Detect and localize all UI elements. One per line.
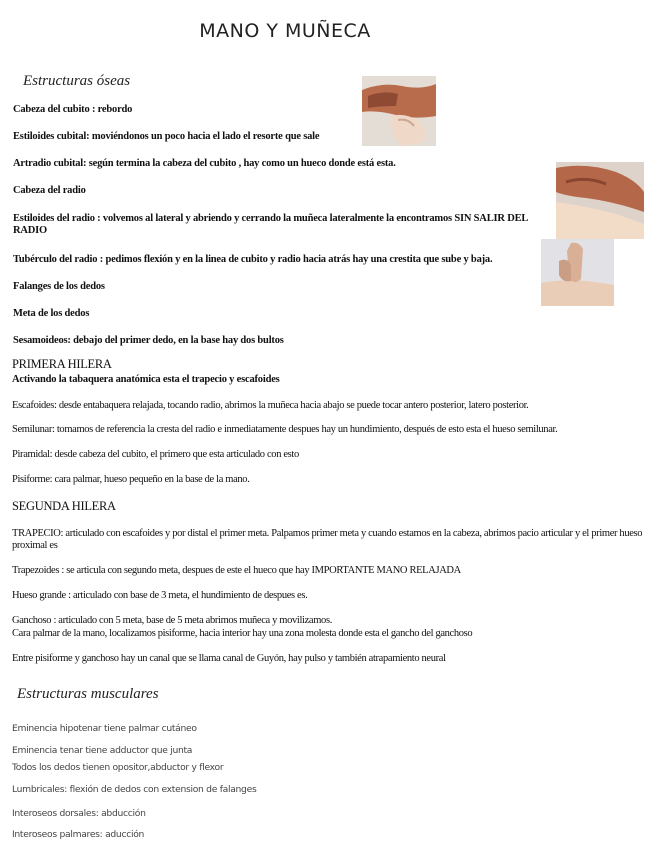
bony-item: Cabeza del cubito : rebordo (13, 104, 133, 115)
segunda-hilera-line: Trapezoides : se articula con segundo meta, despues de este el hueco que hay IMPORTANTE MANO RELAJADA (12, 565, 461, 576)
bony-item: Estiloides del radio : volvemos al lateral y abriendo y cerrando la muñeca lateralmente la encontramos SIN SALIR DEL RADIO (13, 213, 528, 236)
primera-hilera-heading: PRIMERA HILERA (12, 357, 112, 371)
segunda-hilera-line: Entre pisiforme y ganchoso hay un canal que se llama canal de Guyón, hay pulso y también atrapamiento neural (12, 653, 446, 664)
segunda-hilera-heading: SEGUNDA HILERA (12, 499, 116, 513)
muscular-item: Eminencia tenar tiene adductor que junta (12, 745, 193, 756)
segunda-hilera-line: TRAPECIO: articulado con escafoides y por distal el primer meta. Palpamos primer meta y cuando estamos en la cabeza, abrimos pacio articular y el primer hueso proximal es (12, 528, 643, 551)
bony-item: Meta de los dedos (13, 308, 90, 319)
muscular-item: Todos los dedos tienen opositor,abductor y flexor (12, 762, 224, 773)
wrist-photo-2 (556, 162, 644, 239)
wrist-photo-3 (541, 239, 614, 306)
segunda-hilera-line: Hueso grande : articulado con base de 3 meta, el hundimiento de despues es. (12, 590, 308, 601)
bony-item: Tubérculo del radio : pedimos flexión y en la linea de cubito y radio hacia atrás hay una crestita que sube y baja. (13, 254, 493, 265)
muscular-item: Interoseos dorsales: abducción (12, 808, 146, 819)
bony-item: Cabeza del radio (13, 185, 86, 196)
bony-item: Estiloides cubital: moviéndonos un poco hacia el lado el resorte que sale (13, 131, 320, 142)
wrist-photo-1 (362, 76, 436, 146)
bony-item: Sesamoideos: debajo del primer dedo, en la base hay dos bultos (13, 335, 284, 346)
bony-item: Falanges de los dedos (13, 281, 105, 292)
primera-hilera-line: Escafoides: desde entabaquera relajada, tocando radio, abrimos la muñeca hacia abajo se puede tocar antero posterior, latero posterior. (12, 400, 529, 411)
primera-hilera-line: Activando la tabaquera anatómica esta el trapecio y escafoides (12, 374, 280, 385)
primera-hilera-line: Piramidal: desde cabeza del cubito, el primero que esta articulado con esto (12, 449, 299, 460)
muscular-item: Eminencia hipotenar tiene palmar cutáneo (12, 723, 197, 734)
primera-hilera-line: Semilunar: tomamos de referencia la cresta del radio e inmediatamente despues hay un hundimiento, después de esto esta el hueso semilunar. (12, 424, 558, 435)
page-title: MANO Y MUÑECA (199, 20, 371, 42)
bony-item: Artradio cubital: según termina la cabeza del cubito , hay como un hueco donde está esta. (13, 158, 396, 169)
segunda-hilera-line: Ganchoso : articulado con 5 meta, base de 5 meta abrimos muñeca y movilizamos. (12, 615, 332, 626)
section-heading-bony: Estructuras óseas (23, 73, 131, 89)
segunda-hilera-line: Cara palmar de la mano, localizamos pisiforme, hacia interior hay una zona molesta donde esta el gancho del ganchoso (12, 628, 473, 639)
section-heading-muscular: Estructuras musculares (17, 686, 159, 702)
primera-hilera-line: Pisiforme: cara palmar, hueso pequeño en la base de la mano. (12, 474, 250, 485)
muscular-item: Lumbricales: flexión de dedos con extension de falanges (12, 784, 257, 795)
muscular-item: Interoseos palmares: aducción (12, 829, 145, 840)
